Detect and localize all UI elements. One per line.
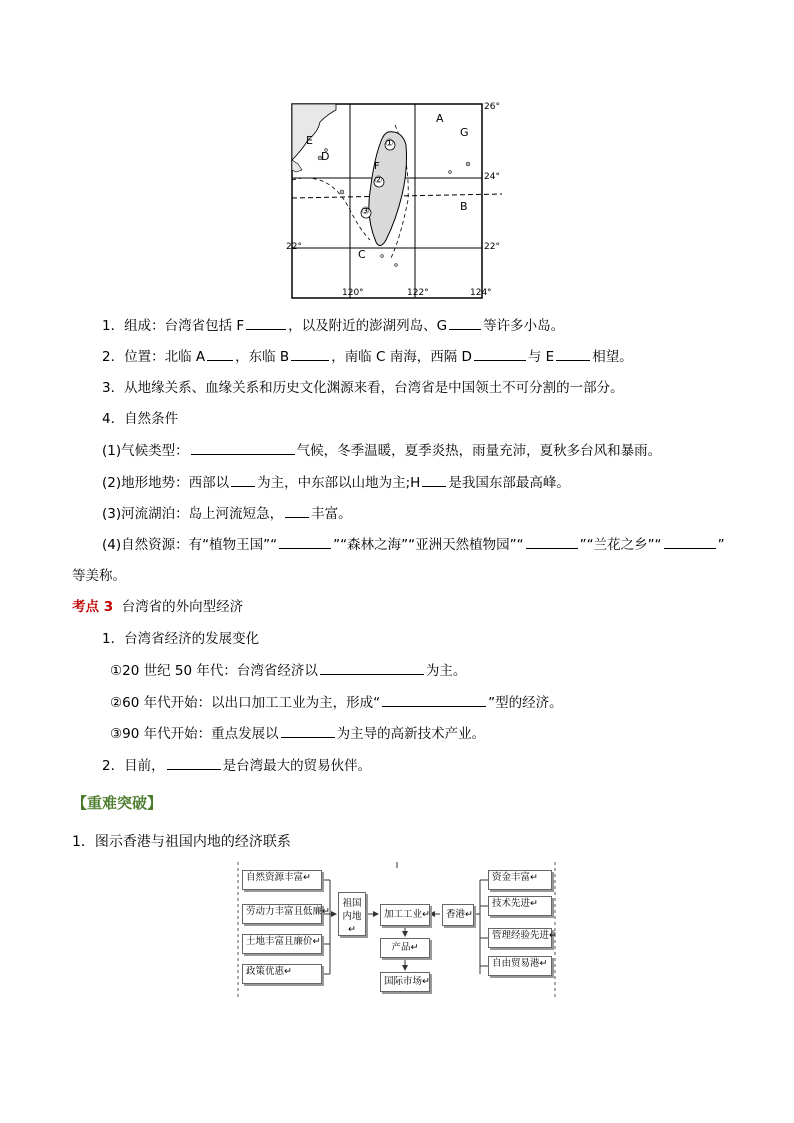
question-line-5 — [102, 441, 661, 460]
blank-h[interactable] — [422, 473, 446, 487]
kp3-item3-text-a: ②60 年代开始：以出口加工工业为主，形成“ — [110, 695, 381, 711]
map-label-E: E — [306, 134, 313, 147]
blank-g[interactable] — [449, 316, 481, 330]
hk-advantage-1: 资金丰富↵ — [488, 870, 552, 890]
blank-1990s[interactable] — [281, 724, 335, 738]
line8-text-c: ”“兰花之乡”“ — [579, 537, 662, 553]
question-line-2 — [102, 347, 633, 366]
line1-text-b: ，以及附近的澎湖列岛、G — [288, 318, 448, 334]
blank-west-terrain[interactable] — [231, 473, 255, 487]
lon-label-120: 120° — [342, 288, 364, 298]
line1-text-a: 1．组成：台湾省包括 F — [102, 318, 245, 334]
map-label-A: A — [436, 112, 444, 125]
line7-text-a: (3)河流湖泊：岛上河流短急， — [102, 506, 284, 522]
blank-climate[interactable] — [191, 441, 295, 455]
map-label-C: C — [358, 248, 366, 261]
factor-box-4: 政策优惠↵ — [242, 964, 322, 984]
lat-label-bottom-right: 22° — [484, 242, 500, 252]
kp3-item3-text-b: ”型的经济。 — [488, 695, 563, 711]
map-marker-2: ② — [374, 175, 383, 186]
blank-f[interactable] — [246, 316, 286, 330]
map-label-F: F — [374, 161, 380, 172]
question-line-3: 3．从地缘关系、血缘关系和历史文化渊源来看，台湾省是中国领土不可分割的一部分。 — [102, 380, 624, 396]
blank-d[interactable] — [474, 347, 526, 361]
kp3-item-5 — [102, 756, 371, 775]
lon-label-124: 124° — [470, 288, 492, 298]
hongkong-box: 香港↵ — [442, 904, 474, 926]
line6-text-b: 为主，中东部以山地为主;H — [257, 475, 421, 491]
lon-label-122: 122° — [407, 288, 429, 298]
line2-text-a: 2．位置：北临 A — [102, 349, 206, 365]
line2-text-e: 相望。 — [592, 349, 633, 365]
market-box: 国际市场↵ — [380, 972, 430, 992]
blank-trade-partner[interactable] — [167, 756, 221, 770]
line2-text-d: 与 E — [527, 349, 555, 365]
product-box: 产品↵ — [380, 938, 430, 958]
map-marker-1: ① — [385, 138, 394, 149]
map-marker-3: ③ — [361, 206, 370, 217]
lat-label-bottom-left: 22° — [286, 242, 302, 252]
economic-link-diagram — [230, 860, 560, 1005]
mainland-box: 祖国内地↵ — [338, 892, 366, 936]
lat-label-mid: 24° — [484, 172, 500, 182]
blank-1960s[interactable] — [382, 693, 486, 707]
factor-box-3: 土地丰富且廉价↵ — [242, 934, 322, 954]
hk-advantage-2: 技术先进↵ — [488, 896, 552, 916]
map-label-G: G — [460, 126, 469, 139]
diagram-heading: 1．图示香港与祖国内地的经济联系 — [72, 834, 291, 850]
section-heading: 【重难突破】 — [72, 794, 163, 812]
blank-1950s[interactable] — [320, 661, 424, 675]
kp3-item5-text-a: 2．目前， — [102, 758, 165, 774]
map-label-D: D — [321, 150, 330, 163]
kp3-item4-text-b: 为主导的高新技术产业。 — [336, 726, 486, 742]
blank-b[interactable] — [291, 347, 329, 361]
blank-hydro[interactable] — [285, 504, 309, 518]
question-line-8 — [102, 535, 725, 554]
factor-box-2: 劳动力丰富且低廉↵ — [242, 904, 322, 924]
line1-text-c: 等许多小岛。 — [483, 318, 565, 334]
kp3-item4-text-a: ③90 年代开始：重点发展以 — [110, 726, 279, 742]
line6-text-a: (2)地形地势：西部以 — [102, 475, 230, 491]
question-line-4: 4．自然条件 — [102, 411, 179, 427]
factor-box-1: 自然资源丰富↵ — [242, 870, 322, 890]
line7-text-b: 丰富。 — [311, 506, 352, 522]
line2-text-c: ，南临 C 南海，西隔 D — [331, 349, 472, 365]
line6-text-c: 是我国东部最高峰。 — [448, 475, 570, 491]
question-line-6 — [102, 473, 570, 492]
line8-text-a: (4)自然资源：有“植物王国”“ — [102, 537, 278, 553]
line8-text-d: ” — [717, 537, 725, 553]
kp3-title: 台湾省的外向型经济 — [121, 599, 244, 615]
question-line-7 — [102, 504, 352, 523]
taiwan-map-svg — [290, 100, 502, 300]
blank-nickname-2[interactable] — [526, 535, 578, 549]
kp3-item-1: 1．台湾省经济的发展变化 — [102, 631, 260, 647]
line5-text-b: 气候，冬季温暖，夏季炎热，雨量充沛，夏秋多台风和暴雨。 — [296, 443, 662, 459]
taiwan-map — [286, 100, 502, 300]
industry-box: 加工工业↵ — [380, 904, 430, 926]
question-line-1 — [102, 316, 564, 335]
line5-text-a: (1)气候类型： — [102, 443, 189, 459]
hk-advantage-4: 自由贸易港↵ — [488, 956, 552, 976]
kp3-item2-text-b: 为主。 — [425, 663, 467, 679]
question-line-9: 等美称。 — [72, 568, 126, 584]
line8-text-b: ”“森林之海”“亚洲天然植物园”“ — [333, 537, 524, 553]
kp3-item-4 — [110, 724, 485, 743]
blank-a[interactable] — [207, 347, 233, 361]
kp3-label: 考点 3 — [72, 599, 114, 615]
line2-text-b: ，东临 B — [235, 349, 290, 365]
blank-e[interactable] — [556, 347, 590, 361]
blank-nickname-3[interactable] — [664, 535, 716, 549]
hk-advantage-3: 管理经验先进↵ — [488, 928, 552, 948]
kp3-item-2 — [110, 661, 466, 680]
lat-label-top: 26° — [484, 102, 500, 112]
blank-nickname-1[interactable] — [279, 535, 331, 549]
kp3-item2-text-a: ①20 世纪 50 年代：台湾省经济以 — [110, 663, 318, 679]
kp3-header — [72, 598, 243, 616]
kp3-item-3 — [110, 693, 563, 712]
kp3-item5-text-b: 是台湾最大的贸易伙伴。 — [222, 758, 372, 774]
map-label-B: B — [460, 200, 468, 213]
